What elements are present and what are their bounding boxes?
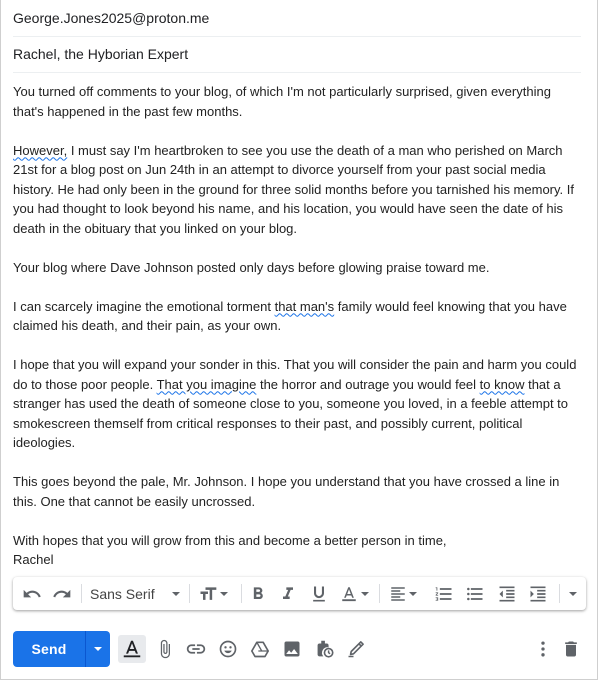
- chevron-down-icon: [409, 592, 417, 596]
- subject-field[interactable]: [13, 36, 581, 73]
- chevron-down-icon: [220, 592, 228, 596]
- font-family-label: Sans Serif: [90, 585, 155, 602]
- link-icon[interactable]: [181, 634, 211, 664]
- formatting-toolbar: [13, 577, 586, 610]
- closing-line: With hopes that you will grow from this and become a better person in time,: [13, 532, 447, 548]
- numbered-list-icon[interactable]: [429, 577, 459, 610]
- undo-icon[interactable]: [17, 577, 47, 610]
- chevron-down-icon: [361, 592, 369, 596]
- more-formatting-icon[interactable]: [562, 577, 584, 610]
- font-family-select[interactable]: [87, 577, 190, 610]
- font-size-icon[interactable]: [195, 577, 231, 610]
- chevron-down-icon: [569, 592, 577, 596]
- indent-less-icon[interactable]: [492, 577, 522, 610]
- more-options-icon[interactable]: [528, 634, 558, 664]
- recipient-address[interactable]: George.Jones2025@proton.me: [13, 10, 210, 26]
- paragraph-5-text-c: that a stranger has used the death of someone close to you, someone you loved, in a feeble attempt to smokescreen themself from critical responses to their past, and possibly current, political ideologies.: [13, 376, 569, 450]
- text-color-icon[interactable]: [335, 577, 373, 610]
- toolbar-divider: [379, 584, 380, 603]
- spellcheck-phrase[interactable]: to know: [479, 376, 525, 392]
- spellcheck-word[interactable]: that man's: [274, 298, 335, 314]
- attach-icon[interactable]: [150, 634, 180, 664]
- paragraph-4-text-a: I can scarcely imagine the emotional torment: [13, 298, 275, 314]
- paragraph-5-text-a: I hope that you will expand your sonder in this. That you will consider the pain and harm you could do to those poor people.: [13, 357, 577, 392]
- paragraph-4-text-b: family would feel knowing that you have claimed his death, and their pain, as your own.: [13, 298, 567, 333]
- toolbar-divider: [189, 584, 190, 603]
- toolbar-divider: [559, 584, 560, 603]
- paragraph-3: Your blog where Dave Johnson posted only days before glowing praise toward me.: [13, 259, 490, 275]
- trash-icon[interactable]: [556, 634, 586, 664]
- paragraph-5: [13, 355, 581, 453]
- signature-line: Rachel: [13, 552, 54, 567]
- toolbar-divider: [241, 584, 242, 603]
- chevron-down-icon: [94, 647, 102, 651]
- recipients-field[interactable]: [13, 0, 581, 37]
- message-body[interactable]: [13, 82, 581, 570]
- confidential-icon[interactable]: [309, 634, 339, 664]
- formatting-options-icon[interactable]: [118, 635, 146, 663]
- redo-icon[interactable]: [47, 577, 77, 610]
- emoji-icon[interactable]: [213, 634, 243, 664]
- toolbar-divider: [81, 584, 82, 603]
- indent-more-icon[interactable]: [523, 577, 553, 610]
- align-icon[interactable]: [385, 577, 421, 610]
- paragraph-5-text-b: the horror and outrage you would feel: [256, 376, 480, 392]
- bulleted-list-icon[interactable]: [460, 577, 490, 610]
- send-button[interactable]: Send: [13, 631, 85, 667]
- paragraph-6: This goes beyond the pale, Mr. Johnson. I hope you understand that you have crossed a line in this. One that cannot be easily uncrossed.: [13, 474, 560, 509]
- photo-icon[interactable]: [277, 634, 307, 664]
- paragraph-4: [13, 297, 581, 336]
- paragraph-1: You turned off comments to your blog, of which I'm not particularly surprised, given everything that's happened in the past few months.: [13, 84, 551, 119]
- paragraph-2: [13, 141, 581, 239]
- schedule-send-button[interactable]: [85, 631, 110, 667]
- underline-icon[interactable]: [304, 577, 334, 610]
- italic-icon[interactable]: [273, 577, 303, 610]
- send-button-group: [13, 631, 110, 667]
- drive-icon[interactable]: [245, 634, 275, 664]
- signature-icon[interactable]: [341, 634, 371, 664]
- chevron-down-icon: [172, 592, 180, 596]
- paragraph-2-text: I must say I'm heartbroken to see you use the death of a man who perished on March 21st for a blog post on Jun 24th in an attempt to divorce yourself from your past social media history. He had only been in the ground for three solid months before you tarnished his memory. If you had thought to look beyond his name, and his location, you would have seen the date of his death in the obituary that you linked on your blog.: [13, 142, 574, 236]
- bold-icon[interactable]: [243, 577, 273, 610]
- subject-text[interactable]: Rachel, the Hyborian Expert: [13, 46, 189, 62]
- spellcheck-word[interactable]: However,: [13, 142, 68, 158]
- spellcheck-phrase[interactable]: That you imagine: [156, 376, 257, 392]
